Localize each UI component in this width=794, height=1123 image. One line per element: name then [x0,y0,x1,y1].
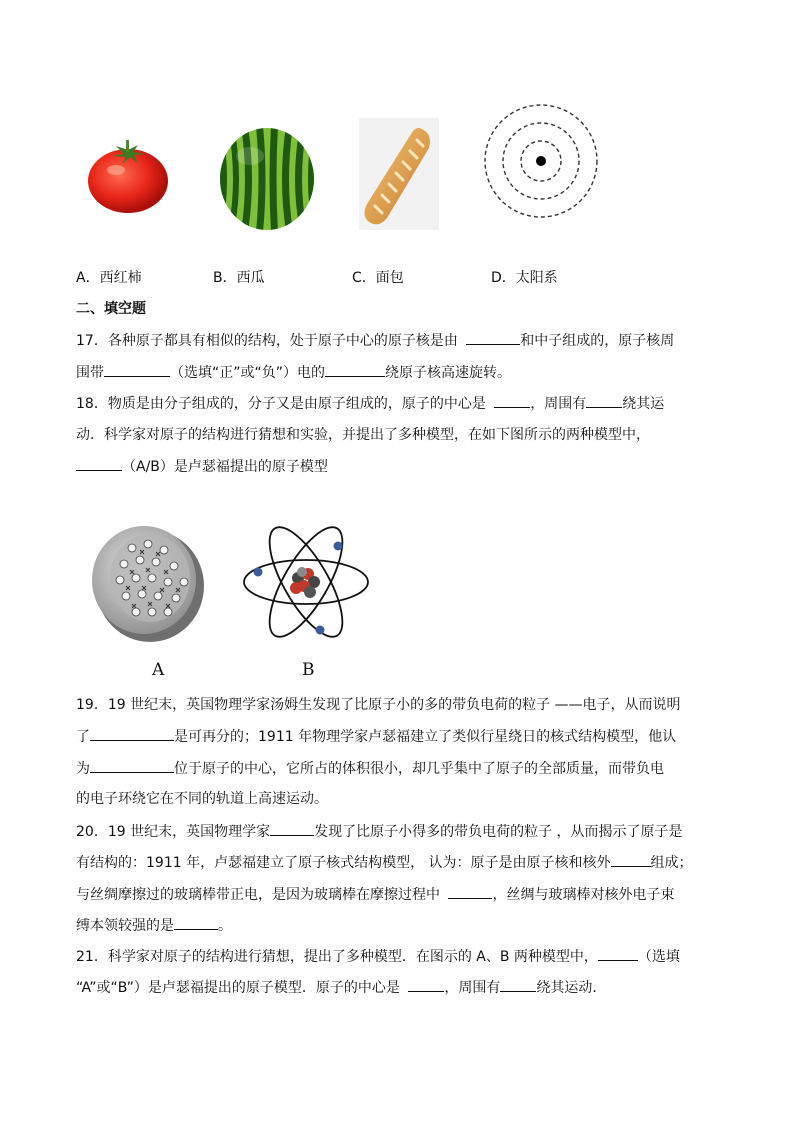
q20-text-2b: 组成； [650,855,693,871]
q18-blank-3[interactable] [76,456,122,471]
option-d: D．太阳系 [491,270,558,286]
q19-line-4: 的电子环绕它在不同的轨道上高速运动。 [76,791,328,807]
q19-blank-2[interactable] [90,758,174,773]
q18-text-3: （A/B）是卢瑟福提出的原子模型 [122,459,328,475]
figure-label-a: A [152,660,165,680]
q18-blank-1[interactable] [494,393,530,408]
option-c: C．面包 [352,270,404,286]
q20-line-3 [76,884,674,905]
rutherford-model-image [240,512,372,652]
q18-line-2: 动．科学家对原子的结构进行猜想和实验，并提出了多种模型，在如下图所示的两种模型中， [76,427,650,443]
q17-line-1 [76,330,674,351]
q19-blank-1[interactable] [90,726,174,741]
q18-text-1b: ，周围有 [530,396,587,412]
q21-blank-3[interactable] [500,977,536,992]
q20-blank-1[interactable] [270,821,314,836]
q19-line-2 [76,726,676,747]
q17-text-1b: 和中子组成的，原子核周 [520,333,675,349]
watermelon-image [218,126,316,232]
figure-label-b: B [302,660,315,680]
q21-line-2 [76,977,606,998]
q20-text-1a: 20．19 世纪末，英国物理学家 [76,824,271,840]
q18-blank-2[interactable] [586,393,622,408]
q17-line-2 [76,362,511,383]
q21-blank-1[interactable] [598,946,638,961]
q17-blank-1[interactable] [466,330,520,345]
q20-line-4 [76,915,232,936]
q20-text-1b: 发现了比原子小得多的带负电荷的粒子 ，从而揭示了原子是 [314,824,683,840]
q21-text-2b: ，周围有 [444,980,501,996]
q19-line-1: 19．19 世纪末，英国物理学家汤姆生发现了比原子小的多的带负电荷的粒子 ——电子，从而说明 [76,697,681,713]
q19-text-2a: 了 [76,729,90,745]
q17-blank-3[interactable] [325,362,385,377]
q20-text-3b: ，丝绸与玻璃棒对核外电子束 [492,887,675,903]
q18-line-3 [76,456,328,477]
q20-line-2 [76,852,693,873]
q17-text-1a: 17．各种原子都具有相似的结构，处于原子中心的原子核是由 [76,333,458,349]
q21-blank-2[interactable] [408,977,444,992]
q20-text-4a: 缚本领较强的是 [76,918,174,934]
option-b: B．西瓜 [213,270,265,286]
q18-text-1a: 18．物质是由分子组成的，分子又是由原子组成的，原子的中心是 [76,396,486,412]
q19-text-3a: 为 [76,761,90,777]
q18-line-1 [76,393,664,414]
bread-drawing [359,118,439,230]
section-title: 二、填空题 [76,301,146,317]
q20-text-4b: 。 [218,918,232,934]
q21-text-1a: 21．科学家对原子的结构进行猜想，提出了多种模型．在图示的 A、B 两种模型中， [76,949,598,965]
q20-blank-2[interactable] [611,852,651,867]
q20-line-1 [76,821,683,842]
q21-text-1b: （选填 [637,949,680,965]
bread-image [359,118,439,230]
option-a: A．西红柿 [76,270,142,286]
q21-text-2c: 绕其运动． [536,980,607,996]
q21-text-2a: “A”或“B”）是卢瑟福提出的原子模型．原子的中心是 [76,980,400,996]
q18-text-1c: 绕其运 [622,396,665,412]
solar-system-image [482,102,600,220]
q20-text-3a: 与丝绸摩擦过的玻璃棒带正电，是因为玻璃棒在摩擦过程中 [76,887,440,903]
nucleus [290,567,320,598]
q20-blank-3[interactable] [448,884,492,899]
q21-line-1 [76,946,680,967]
q17-text-2b: （选填“正”或“负”）电的 [170,365,326,381]
q17-blank-2[interactable] [104,362,170,377]
q17-text-2c: 绕原子核高速旋转。 [385,365,512,381]
q19-text-3b: 位于原子的中心，它所占的体积很小，却几乎集中了原子的全部质量，而带负电 [174,761,664,777]
q19-text-2b: 是可再分的；1911 年物理学家卢瑟福建立了类似行星绕日的核式结构模型，他认 [174,729,677,745]
q20-text-2a: 有结构的：1911 年，卢瑟福建立了原子核式结构模型， 认为：原子是由原子核和核外 [76,855,611,871]
q19-line-3 [76,758,664,779]
q20-blank-4[interactable] [174,915,218,930]
tomato-image [86,136,170,216]
q17-text-2a: 围带 [76,365,104,381]
plum-pudding-model-image [84,520,208,644]
